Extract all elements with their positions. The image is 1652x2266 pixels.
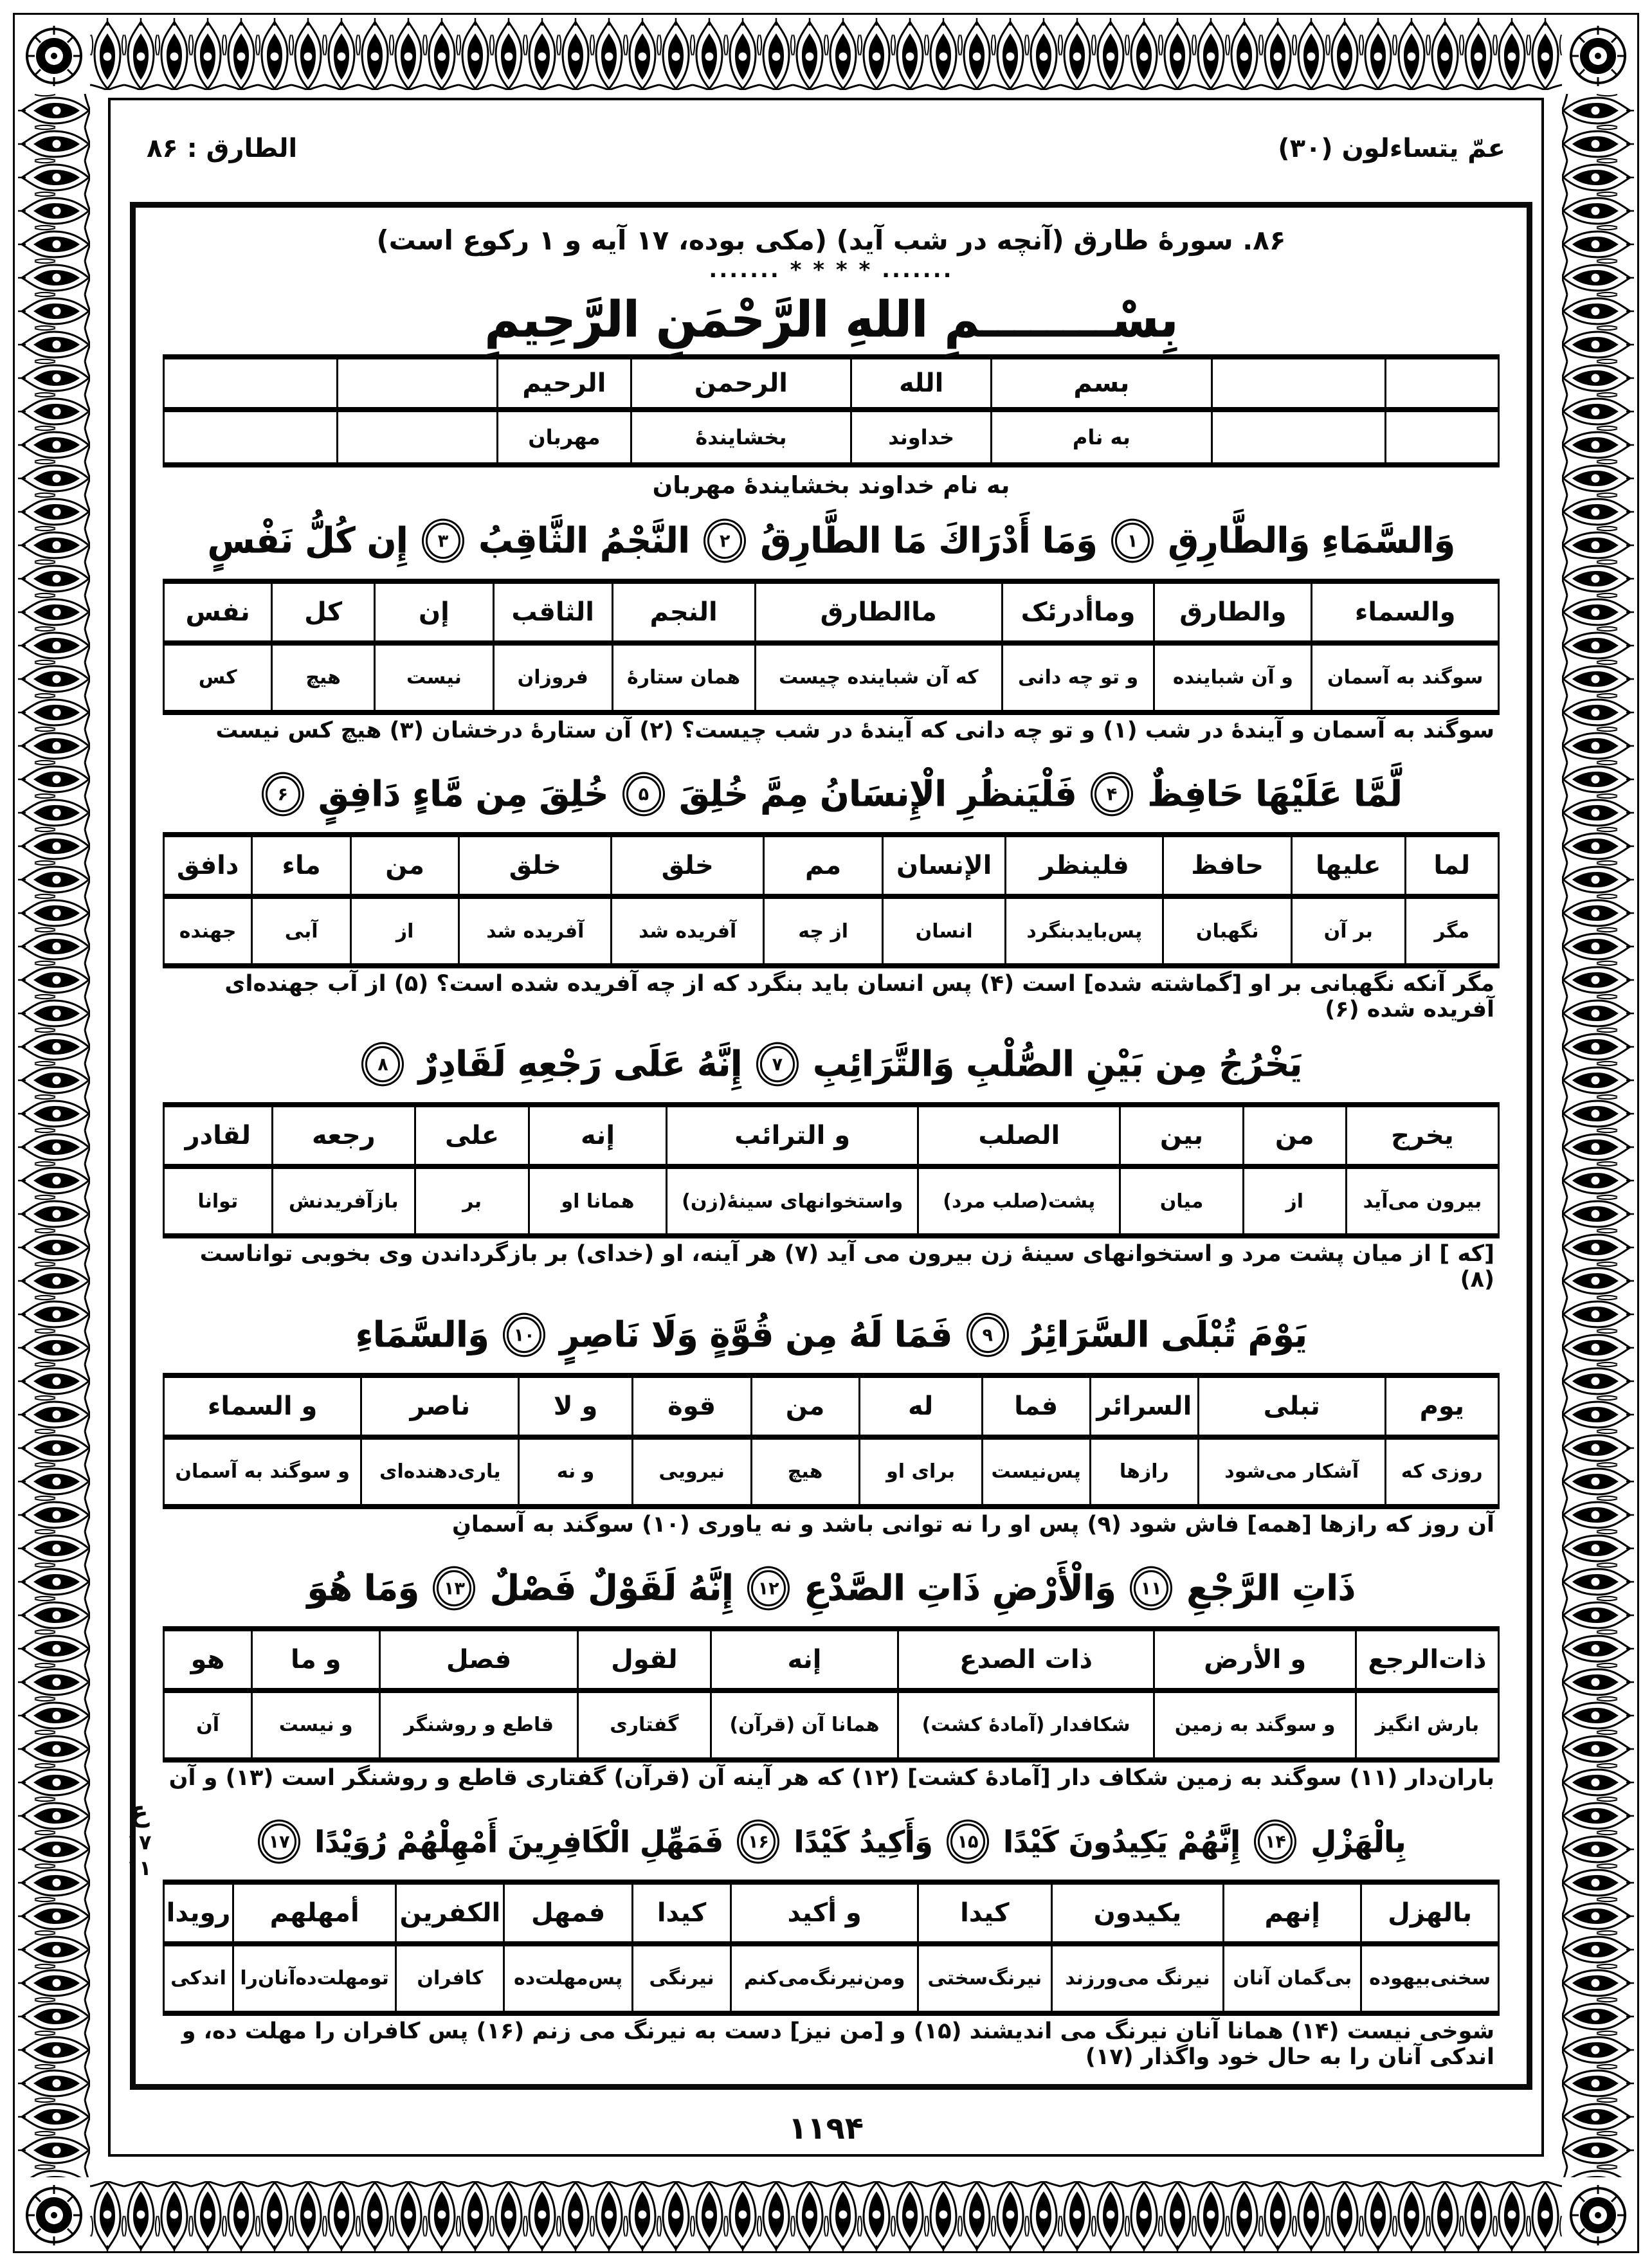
word-persian-cell: پس‌مهلت‌ده [504,1944,632,2013]
basmala-word-table [163,354,1500,467]
word-arabic-cell: بین [1120,1105,1243,1166]
word-persian-cell: اندکی [164,1944,233,2013]
word-arabic-cell: یوم [1385,1375,1498,1437]
arabic-verse-line [163,502,1500,581]
verse-text: يَخْرُجُ مِن بَيْنِ الصُّلْبِ وَالتَّرَائِبِ [812,1044,1302,1085]
word-persian-cell: هیچ [272,643,375,712]
verse-text: وَأَكِيدُ كَيْدًا [794,1824,932,1860]
word-persian-cell: آشکار می‌شود [1198,1437,1385,1507]
word-persian-cell: تومهلت‌ده‌آنان‌را [233,1944,396,2013]
word-persian-cell: و نیست [252,1690,380,1760]
word-arabic-cell: من [351,835,459,896]
word-arabic-cell: تبلی [1198,1375,1385,1437]
title-separator: ....... * * * * ....... [709,257,954,284]
ornament-corner-icon [18,2177,90,2253]
ruku-margin-marker [111,1794,167,1881]
word-persian-cell: میان [1120,1166,1243,1236]
basmala-translation-line: به نام خداوند بخشایندهٔ مهربان [652,471,1010,499]
word-arabic-cell: کیدا [632,1882,731,1944]
translation-line: شوخی نیست (۱۴) همانا آنان نیرنگ می اندیشند (۱۵) و [من نیز] دست به نیرنگ می زنم (۱۶) پس کافران را مهلت ده، و اندکی آنان را به حال خود واگذار (۱۷) [181,2018,1494,2070]
translation-line: آن روز که رازها [همه] فاش شود (۹) پس او را نه توانی باشد و نه یاوری (۱۰) سوگند به آسمانِ [452,1511,1494,1537]
word-persian-cell: بارش انگیز [1356,1690,1498,1760]
word-persian-cell: آفریده شد [459,896,612,966]
word-arabic-cell: قوة [632,1375,751,1437]
verse-text: فَلْيَنظُرِ الْإِنسَانُ مِمَّ خُلِقَ [678,774,1077,815]
word-arabic-cell: له [859,1375,982,1437]
word-persian-cell: هیچ [751,1437,859,1507]
verse-text: إِن كُلُّ نَفْسٍ [207,520,408,561]
word-arabic-cell: و ما [252,1629,380,1690]
word-arabic-cell: والطارق [1154,581,1312,643]
verse-number-medallion: ۹ [970,1316,1005,1352]
word-persian-cell: از [1243,1166,1346,1236]
word-persian-cell: آن [164,1690,252,1760]
ruku-count-number: ۱۱ [126,1856,152,1880]
word-arabic-cell: الصلب [918,1105,1120,1166]
word-arabic-cell: خلق [612,835,764,896]
word-arabic-cell: کل [272,581,375,643]
word-persian-cell: خداوند [851,410,992,465]
word-arabic-cell [1212,357,1385,410]
verse-text: النَّجْمُ الثَّاقِبُ [478,520,690,561]
verse-number-medallion: ۱ [1115,523,1150,559]
word-arabic-cell: لقول [577,1629,711,1690]
word-arabic-cell: ماء [252,835,351,896]
word-arabic-cell: ذات الصدع [898,1629,1154,1690]
verse-text: يَوْمَ تُبْلَى السَّرَائِرُ [1022,1314,1307,1355]
verse-number-medallion: ۱۴ [1258,1824,1293,1860]
verse-number-medallion: ۳ [426,523,460,559]
word-arabic-cell [164,357,338,410]
word-arabic-cell: علی [415,1105,529,1166]
word-persian-cell: و سوگند به زمین [1154,1690,1356,1760]
word-persian-cell: نیست [375,643,494,712]
word-by-word-table [163,832,1500,968]
word-persian-cell: یاری‌دهنده‌ای [361,1437,519,1507]
word-arabic-cell: لقادر [164,1105,273,1166]
word-arabic-cell: فصل [380,1629,577,1690]
word-arabic-cell: وماأدرئک [1002,581,1154,643]
word-arabic-cell: یکیدون [1051,1882,1224,1944]
word-persian-cell: بی‌گمان آنان [1224,1944,1361,2013]
translation-line: مگر آنکه نگهبانی بر او [گماشته شده] است (۴) پس انسان باید بنگرد که از چه آفریده شده است؟ (۵) از آب جهنده‌ای آفریده شده (۶) [224,971,1494,1023]
word-arabic-cell: ذات‌الرجع [1356,1629,1498,1690]
word-arabic-cell: دافق [164,835,252,896]
ruku-letter: ع [129,1795,149,1828]
word-persian-cell: روزی که [1385,1437,1498,1507]
word-arabic-cell: علیها [1291,835,1405,896]
verse-section [163,1550,1500,1800]
word-persian-cell: و نه [519,1437,632,1507]
word-persian-cell: سخنی‌بیهوده [1361,1944,1499,2013]
word-persian-cell [337,410,497,465]
verse-text: وَالسَّمَاءِ [355,1314,489,1355]
word-arabic-cell: الإنسان [883,835,1006,896]
word-persian-cell: قاطع و روشنگر [380,1690,577,1760]
word-persian-cell: همان ستارهٔ [612,643,755,712]
word-arabic-cell [337,357,497,410]
verse-text: بِالْهَزْلِ [1311,1824,1406,1860]
translation-line: [که ] از میان پشت مرد و استخوانهای سینهٔ زن بیرون می آید (۷) هر آینه، او (خدای) بر بازگرداندن وی بخوبی تواناست (۸) [199,1241,1494,1293]
arabic-verse-line [163,1548,1500,1627]
verse-number-medallion: ۵ [626,776,661,812]
running-head [147,134,1505,163]
ornament-border-top-icon [90,18,1562,94]
word-arabic-cell: من [1243,1105,1346,1166]
word-arabic-cell: خلق [459,835,612,896]
word-persian-cell: بخشایندهٔ [631,410,851,465]
verse-text: وَالسَّمَاءِ وَالطَّارِقِ [1168,520,1455,561]
word-arabic-cell: والسماء [1312,581,1499,643]
verse-section [163,1026,1500,1292]
word-persian-cell: آفریده شد [612,896,764,966]
word-persian-cell: ومن‌نیرنگ‌می‌کنم [731,1944,918,2013]
page-frame [108,98,1544,2157]
word-arabic-cell: النجم [612,581,755,643]
ornament-corner-icon [1562,2177,1634,2253]
word-persian-cell: پشت(صلب مرد) [918,1166,1120,1236]
word-persian-cell: رازها [1090,1437,1198,1507]
word-persian-cell [164,410,338,465]
word-persian-cell: کافران [396,1944,504,2013]
word-by-word-table [163,1880,1500,2016]
word-arabic-cell: الکفرین [396,1882,504,1944]
word-arabic-cell: ناصر [361,1375,519,1437]
verse-text: فَمَا لَهُ مِن قُوَّةٍ وَلَا نَاصِرٍ [559,1314,952,1355]
word-persian-cell: کس [164,643,272,712]
word-persian-cell: همانا آن (قرآن) [711,1690,898,1760]
word-arabic-cell: و لا [519,1375,632,1437]
word-arabic-cell: إنه [711,1629,898,1690]
word-persian-cell: بازآفریدنش [272,1166,415,1236]
word-persian-cell: پس‌بایدبنگرد [1006,896,1163,966]
word-arabic-cell: رویدا [164,1882,233,1944]
verse-text: وَالْأَرْضِ ذَاتِ الصَّدْعِ [804,1567,1116,1609]
word-arabic-cell: بسم [992,357,1212,410]
word-persian-cell: توانا [164,1166,273,1236]
verse-section [163,503,1500,752]
arabic-verse-line [163,1802,1500,1881]
word-persian-cell: نگهبان [1163,896,1291,966]
word-persian-cell: مگر [1405,896,1498,966]
word-arabic-cell: الله [851,357,992,410]
word-arabic-cell: أمهلهم [233,1882,396,1944]
verse-text: إِنَّهُ عَلَى رَجْعِهِ لَقَادِرٌ [418,1044,742,1085]
verse-number-medallion: ۱۵ [950,1824,985,1860]
ornament-border-bottom-icon [90,2177,1562,2253]
word-persian-cell: گفتاری [577,1690,711,1760]
word-arabic-cell: الثاقب [493,581,612,643]
word-arabic-cell: الرحیم [498,357,631,410]
word-persian-cell: نیرویی [632,1437,751,1507]
word-persian-cell: جهنده [164,896,252,966]
word-persian-cell: از [351,896,459,966]
verse-number-medallion: ۴ [1094,776,1129,812]
word-persian-cell: پس‌نیست [982,1437,1090,1507]
word-persian-cell: سوگند به آسمان [1312,643,1499,712]
word-arabic-cell: السرائر [1090,1375,1198,1437]
verse-number-medallion: ۱۶ [741,1824,776,1860]
verse-number-medallion: ۱۲ [751,1570,786,1606]
word-arabic-cell: لما [1405,835,1498,896]
word-arabic-cell: کیدا [918,1882,1051,1944]
verse-section [163,1804,1500,2070]
word-persian-cell: مهربان [498,410,631,465]
word-persian-cell: آبی [252,896,351,966]
word-persian-cell: برای او [859,1437,982,1507]
word-arabic-cell: نفس [164,581,272,643]
word-persian-cell: به نام [992,410,1212,465]
verse-text: خُلِقَ مِن مَّاءٍ دَافِقٍ [318,774,608,815]
ornament-border-right-icon [1562,94,1634,2177]
word-persian-cell: نیرنگ‌سختی [918,1944,1051,2013]
arabic-verse-line [163,755,1500,834]
word-by-word-table [163,1626,1500,1763]
verse-number-medallion: ۲ [707,523,742,559]
verse-text: إِنَّهُ لَقَوْلٌ فَصْلٌ [489,1567,734,1609]
word-arabic-cell: و الترائب [667,1105,918,1166]
word-arabic-cell [1385,357,1498,410]
word-persian-cell: شکافدار (آمادهٔ کشت) [898,1690,1154,1760]
juz-title: عمّ يتساءلون (۳۰) [1278,134,1505,163]
ornament-corner-icon [18,18,90,94]
verse-text: وَمَا أَدْرَاكَ مَا الطَّارِقُ [760,520,1098,561]
word-by-word-table [163,579,1500,715]
word-persian-cell: و تو چه دانی [1002,643,1154,712]
verse-number-medallion: ۱۱ [1134,1570,1168,1606]
word-by-word-table [163,1102,1500,1238]
word-persian-cell: از چه [764,896,883,966]
word-arabic-cell: رجعه [272,1105,415,1166]
word-persian-cell: واستخوانهای سینهٔ(زن) [667,1166,918,1236]
translation-line: سوگند به آسمان و آیندهٔ در شب (۱) و تو چه دانی که آیندهٔ در شب چیست؟ (۲) آن ستارهٔ درخشان (۳) هیچ کس نیست [215,717,1494,743]
verse-number-medallion: ۱۳ [437,1570,471,1606]
ornament-border-left-icon [18,94,90,2177]
word-persian-cell [1385,410,1498,465]
word-persian-cell: فروزان [493,643,612,712]
word-arabic-cell: الرحمن [631,357,851,410]
word-arabic-cell: یخرج [1346,1105,1498,1166]
word-arabic-cell: مم [764,835,883,896]
word-persian-cell: نیرنگی [632,1944,731,2013]
word-arabic-cell: فلینظر [1006,835,1163,896]
word-arabic-cell: فما [982,1375,1090,1437]
verse-number-medallion: ۷ [760,1046,795,1082]
verse-text: وَمَا هُوَ [307,1567,419,1609]
word-persian-cell: نیرنگ می‌ورزند [1051,1944,1224,2013]
word-arabic-cell: و أکید [731,1882,918,1944]
ornament-corner-icon [1562,18,1634,94]
arabic-verse-line [163,1025,1500,1104]
word-persian-cell: همانا او [529,1166,666,1236]
word-arabic-cell: هو [164,1629,252,1690]
word-arabic-cell: فمهل [504,1882,632,1944]
word-persian-cell: بر آن [1291,896,1405,966]
word-arabic-cell: إن [375,581,494,643]
verse-section [163,1297,1500,1546]
word-persian-cell: انسان [883,896,1006,966]
word-persian-cell: بر [415,1166,529,1236]
basmala-calligraphy: بِسْــــــــمِ اللهِ الرَّحْمَنِ الرَّحِيمِ [484,291,1178,349]
verse-number-medallion: ۱۷ [262,1824,296,1860]
word-arabic-cell: من [751,1375,859,1437]
verse-number-medallion: ۱۰ [507,1316,541,1352]
word-persian-cell: و آن شباینده [1154,643,1312,712]
word-persian-cell [1212,410,1385,465]
verse-section [163,756,1500,1022]
translation-line: باران‌دار (۱۱) سوگند به زمین شکاف دار [آمادهٔ کشت] (۱۲) که هر آینه آن (قرآن) گفتاری قاطع و روشنگر است (۱۳) و آن [168,1764,1494,1791]
word-arabic-cell: إنه [529,1105,666,1166]
arabic-verse-line [163,1295,1500,1374]
verse-text: إِنَّهُمْ يَكِيدُونَ كَيْدًا [1003,1824,1240,1860]
verse-text: لَّمَّا عَلَيْهَا حَافِظٌ [1147,774,1402,815]
word-by-word-table [163,1373,1500,1509]
content-frame [130,202,1532,2090]
surah-title: ۸۶. سورهٔ طارق (آنچه در شب آید) (مکی بوده، ۱۷ آیه و ۱ رکوع است) [376,224,1286,256]
word-arabic-cell: و السماء [164,1375,361,1437]
word-arabic-cell: ماالطارق [755,581,1002,643]
word-arabic-cell: حافظ [1163,835,1291,896]
word-persian-cell: که آن شباینده چیست [755,643,1002,712]
word-arabic-cell: إنهم [1224,1882,1361,1944]
word-arabic-cell: بالهزل [1361,1882,1499,1944]
ruku-ayah-number: ۱۷ [126,1830,152,1854]
word-arabic-cell: و الأرض [1154,1629,1356,1690]
verse-text: فَمَهِّلِ الْكَافِرِينَ أَمْهِلْهُمْ رُوَيْدًا [314,1824,723,1860]
verse-number-medallion: ۶ [266,776,300,812]
verse-number-medallion: ۸ [365,1046,400,1082]
surah-reference: الطارق : ۸۶ [147,134,298,163]
verse-text: ذَاتِ الرَّجْعِ [1186,1567,1356,1609]
word-persian-cell: و سوگند به آسمان [164,1437,361,1507]
page-number: ۱۱۹۴ [788,2110,864,2146]
word-persian-cell: بیرون می‌آید [1346,1166,1498,1236]
